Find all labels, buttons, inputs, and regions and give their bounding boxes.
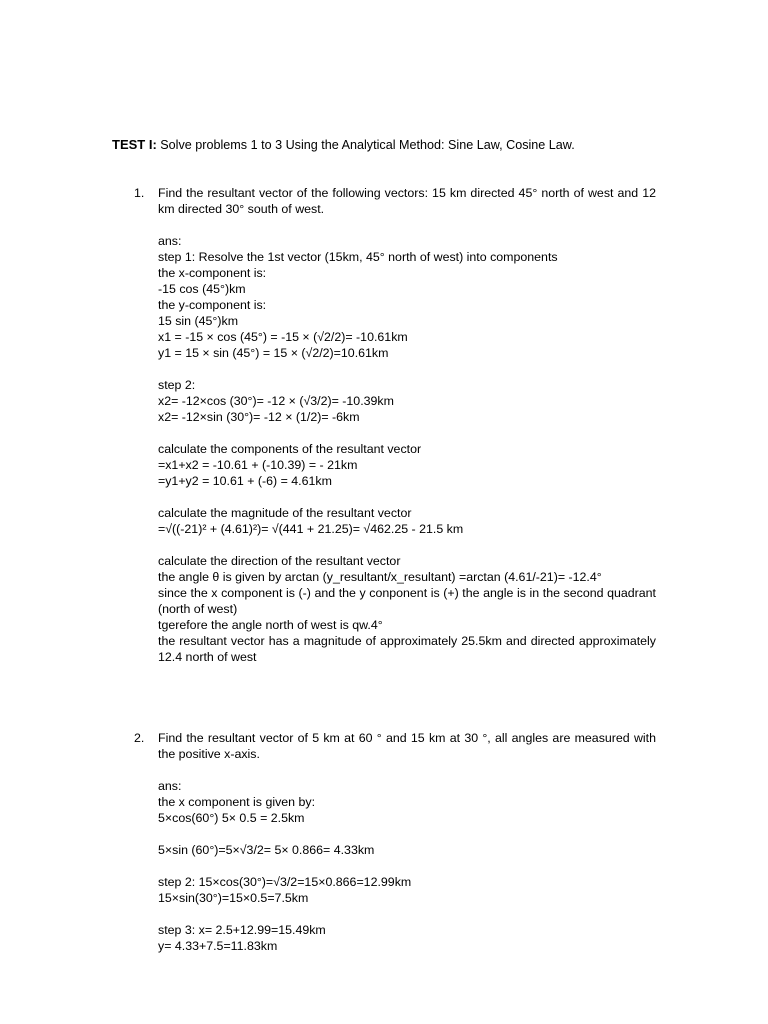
- direction-conclusion: the resultant vector has a magnitude of approximately 25.5km and directed approximately 12.4 north of west: [158, 634, 656, 664]
- step-2-x-calc: step 2: 15×cos(30°)=√3/2=15×0.866=12.99km: [158, 875, 412, 889]
- y2-calc: x2= -12×sin (30°)= -12 × (1/2)= -6km: [158, 410, 360, 424]
- step-1-title: step 1: Resolve the 1st vector (15km, 45° north of west) into components: [158, 250, 558, 264]
- resultant-x-calc: =x1+x2 = -10.61 + (-10.39) = - 21km: [158, 458, 358, 472]
- step-2-title: step 2:: [158, 378, 196, 392]
- problem-question: Find the resultant vector of 5 km at 60 ° and 15 km at 30 °, all angles are measured with the positive x‑axis.: [158, 731, 656, 761]
- step-3-x-calc: step 3: x= 2.5+12.99=15.49km: [158, 923, 326, 937]
- x2-calc: x2= -12×cos (30°)= -12 × (√3/2)= -10.39km: [158, 394, 394, 408]
- problem-body: [158, 185, 656, 665]
- problem-body: [158, 730, 656, 954]
- answer-label: ans:: [158, 779, 182, 793]
- direction-title: calculate the direction of the resultant vector: [158, 554, 401, 568]
- test-heading: [112, 136, 672, 154]
- y-component-expr: 15 sin (45°)km: [158, 314, 239, 328]
- magnitude-title: calculate the magnitude of the resultant vector: [158, 506, 412, 520]
- magnitude-calc: =√((-21)² + (4.61)²)= √(441 + 21.25)= √462.25 - 21.5 km: [158, 522, 464, 536]
- x-component-calc: 5×cos(60°) 5× 0.5 = 2.5km: [158, 811, 305, 825]
- problem-number: 1.: [134, 186, 145, 200]
- x-component-label: the x component is given by:: [158, 795, 316, 809]
- step-2-y-calc: 15×sin(30°)=15×0.5=7.5km: [158, 891, 309, 905]
- direction-quadrant: since the x component is (-) and the y conponent is (+) the angle is in the second quadrant (north of west): [158, 586, 656, 616]
- y-component-calc: 5×sin (60°)=5×√3/2= 5× 0.866= 4.33km: [158, 843, 375, 857]
- x-component-label: the x-component is:: [158, 266, 267, 280]
- test-label: TEST I:: [112, 137, 157, 152]
- y-component-label: the y-component is:: [158, 298, 267, 312]
- y1-calc: y1 = 15 × sin (45°) = 15 × (√2/2)=10.61km: [158, 346, 389, 360]
- direction-angle: the angle θ is given by arctan (y_resultant/x_resultant) =arctan (4.61/-21)= -12.4°: [158, 570, 602, 584]
- components-title: calculate the components of the resultant vector: [158, 442, 422, 456]
- direction-therefore: tgerefore the angle north of west is qw.4°: [158, 618, 383, 632]
- answer-label: ans:: [158, 234, 182, 248]
- x1-calc: x1 = -15 × cos (45°) = -15 × (√2/2)= -10.61km: [158, 330, 408, 344]
- problem-question: Find the resultant vector of the following vectors: 15 km directed 45° north of west and 12 km directed 30° south of west.: [158, 186, 656, 216]
- step-3-y-calc: y= 4.33+7.5=11.83km: [158, 939, 278, 953]
- x-component-expr: -15 cos (45°)km: [158, 282, 246, 296]
- problem-2: [134, 730, 656, 954]
- resultant-y-calc: =y1+y2 = 10.61 + (-6) = 4.61km: [158, 474, 332, 488]
- problem-number: 2.: [134, 731, 145, 745]
- test-instructions: Solve problems 1 to 3 Using the Analytical Method: Sine Law, Cosine Law.: [156, 138, 575, 152]
- problem-1: [134, 185, 656, 665]
